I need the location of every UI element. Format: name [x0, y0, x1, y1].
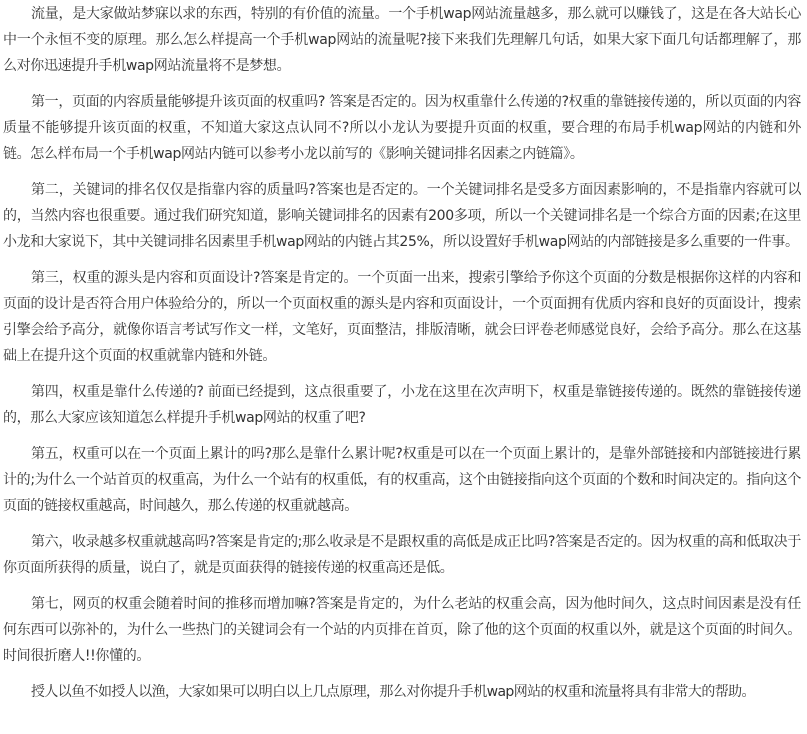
paragraph-point-1: 第一，页面的内容质量能够提升该页面的权重吗? 答案是否定的。因为权重靠什么传递的?权重的靠链接传递的，所以页面的内容质量不能够提升该页面的权重，不知道大家这点认同不?所以小龙认为要提升页面的权重，要合理的布局手机wap网站的内链和外链。怎么样布局一个手机wap网站内链可以参考小龙以前写的《影响关键词排名因素之内链篇》。 [3, 94, 801, 162]
paragraph-intro: 流量，是大家做站梦寐以求的东西，特别的有价值的流量。一个手机wap网站流量越多，那么就可以赚钱了，这是在各大站长心中一个永恒不变的原理。那么怎么样提高一个手机wap网站的流量呢?接下来我们先理解几句话，如果大家下面几句话都理解了，那么对你迅速提升手机wap网站流量将不是梦想。 [3, 6, 801, 74]
paragraph-point-7: 第七，网页的权重会随着时间的推移而增加嘛?答案是肯定的，为什么老站的权重会高，因为他时间久，这点时间因素是没有任何东西可以弥补的，为什么一些热门的关键词会有一个站的内页排在首页，除了他的这个页面的权重以外，就是这个页面的时间久。时间很折磨人!!你懂的。 [3, 596, 801, 664]
paragraph-point-3: 第三，权重的源头是内容和页面设计?答案是肯定的。一个页面一出来，搜索引擎给予你这个页面的分数是根据你这样的内容和页面的设计是否符合用户体验给分的，所以一个页面权重的源头是内容和页面设计，一个页面拥有优质内容和良好的页面设计，搜索引擎会给予高分，就像你语言考试写作文一样，文笔好，页面整洁，排版清晰，就会曰评卷老师感觉良好，会给予高分。那么在这基础上在提升这个页面的权重就靠内链和外链。 [3, 270, 801, 364]
paragraph-point-5: 第五，权重可以在一个页面上累计的吗?那么是靠什么累计呢?权重是可以在一个页面上累计的，是靠外部链接和内部链接进行累计的;为什么一个站首页的权重高，为什么一个站有的权重低，有的权重高，这个由链接指向这个页面的个数和时间决定的。指向这个页面的链接权重越高，时间越久，那么传递的权重就越高。 [3, 446, 801, 514]
paragraph-point-6: 第六，收录越多权重就越高吗?答案是肯定的;那么收录是不是跟权重的高低是成正比吗?答案是否定的。因为权重的高和低取决于你页面所获得的质量，说白了，就是页面获得的链接传递的权重高还是低。 [3, 534, 801, 576]
paragraph-conclusion: 授人以鱼不如授人以渔，大家如果可以明白以上几点原理，那么对你提升手机wap网站的权重和流量将具有非常大的帮助。 [31, 684, 755, 700]
paragraph-point-4: 第四，权重是靠什么传递的? 前面已经提到，这点很重要了，小龙在这里在次声明下，权重是靠链接传递的。既然的靠链接传递的，那么大家应该知道怎么样提升手机wap网站的权重了吧? [3, 384, 801, 426]
paragraph-point-2: 第二，关键词的排名仅仅是指靠内容的质量吗?答案也是否定的。一个关键词排名是受多方面因素影响的，不是指靠内容就可以的，当然内容也很重要。通过我们研究知道，影响关键词排名的因素有200多项，所以一个关键词排名是一个综合方面的因素;在这里小龙和大家说下，其中关键词排名因素里手机wap网站的内链占其25%，所以设置好手机wap网站的内部链接是多么重要的一件事。 [3, 182, 801, 250]
